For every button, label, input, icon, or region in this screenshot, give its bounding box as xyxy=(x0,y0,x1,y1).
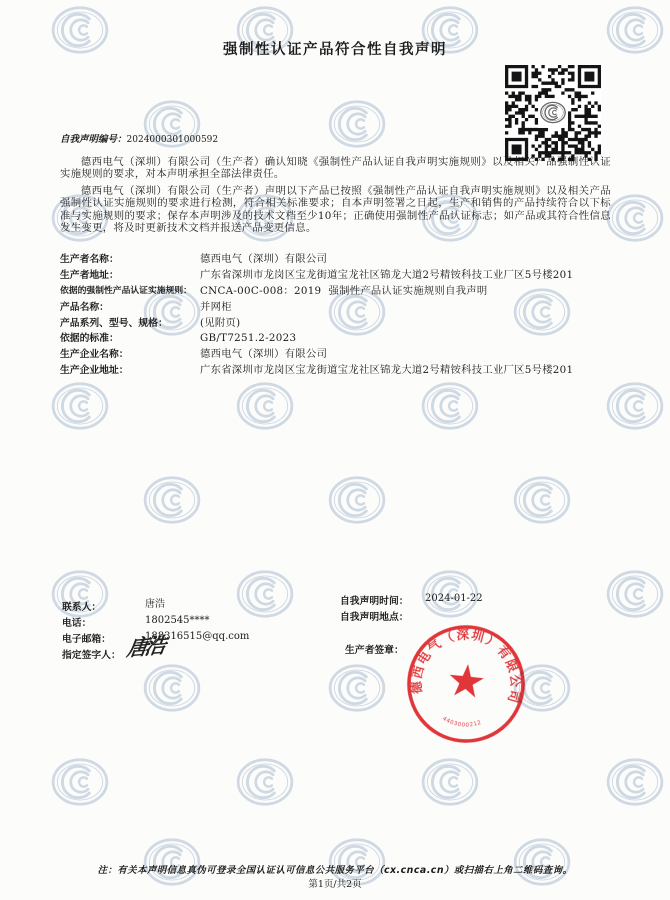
contact-person-row xyxy=(62,597,312,613)
field-value: GB/T7251.2-2023 xyxy=(200,332,297,345)
field-row-product-name xyxy=(60,300,600,316)
contact-block xyxy=(62,597,312,661)
seal-code-text-group xyxy=(441,716,483,731)
ccc-watermark-icon xyxy=(53,760,107,804)
field-label: 依据的标准： xyxy=(60,333,119,345)
field-label: 依据的强制性产品认证实施规则： xyxy=(60,285,192,296)
field-label: 生产者名称： xyxy=(60,254,119,265)
producer-seal-label: 生产者签章： xyxy=(345,645,404,656)
contact-phone-value: 1802545**** xyxy=(145,615,210,626)
field-row-manufacturer-address xyxy=(60,363,600,379)
contact-email-row xyxy=(62,629,312,645)
declaration-number-line xyxy=(60,133,218,147)
field-value: (见附页) xyxy=(200,316,241,329)
field-label: 生产企业名称： xyxy=(60,349,129,361)
handwritten-signature: 唐浩 xyxy=(125,632,166,661)
signatory-label: 指定签字人： xyxy=(62,650,121,661)
qr-code xyxy=(505,65,601,161)
ccc-watermark-icon xyxy=(608,196,662,240)
field-row-standard xyxy=(60,331,600,347)
ccc-watermark-icon xyxy=(145,666,199,710)
declaration-place-label: 自我声明地点： xyxy=(340,612,409,623)
field-row-producer-name xyxy=(60,252,600,268)
seal-star-icon xyxy=(448,662,485,698)
seal-code-text: 4403000212 xyxy=(441,715,483,729)
field-row-implementation-rule xyxy=(60,284,600,300)
seal-company-text-group xyxy=(407,621,529,706)
ccc-watermark-icon xyxy=(515,478,569,522)
ccc-watermark-icon xyxy=(238,384,292,428)
ccc-watermark-icon xyxy=(608,760,662,804)
seal-company-text: 德西电气（深圳）有限公司 xyxy=(408,626,524,706)
contact-email-value: 188316515@qq.com xyxy=(145,631,250,642)
ccc-watermark-icon xyxy=(423,760,477,804)
field-row-product-model xyxy=(60,316,600,332)
ccc-watermark-icon xyxy=(53,384,107,428)
ccc-watermark-icon xyxy=(608,572,662,616)
statement-paragraph-2: 德西电气（深圳）有限公司（生产者）声明以下产品已按照《强制性产品认证自我声明实施规则》以及相关产品强制性认证实施规则的要求进行检测，符合相关标准要求；自本声明签署之日起，生产和销售的产品持续符合以下标准与实施规则的要求；保存本声明涉及的技术文档至少10年；正确使用强制性产品认证标志；如产品或其符合性信息发生变更，将及时更新技术文档并报送产品变更信息。 xyxy=(60,184,611,235)
field-label: 产品系列、型号、规格： xyxy=(60,317,168,329)
contact-phone-label: 电话： xyxy=(62,618,92,629)
company-seal-stamp xyxy=(398,616,534,752)
declaration-number-label: 自我声明编号： xyxy=(60,134,127,145)
declaration-time-row xyxy=(340,591,540,607)
ccc-watermark-icon xyxy=(238,760,292,804)
product-info-fields xyxy=(60,252,600,380)
contact-person-label: 联系人： xyxy=(62,602,102,613)
ccc-watermark-icon xyxy=(608,384,662,428)
declaration-time-value: 2024-01-22 xyxy=(425,593,483,604)
ccc-watermark-icon xyxy=(330,478,384,522)
declaration-time-label: 自我声明时间： xyxy=(340,596,409,607)
contact-email-label: 电子邮箱： xyxy=(62,634,111,645)
page-number: 第1页/共2页 xyxy=(308,879,362,890)
contact-person-value: 唐浩 xyxy=(145,599,165,610)
field-label: 生产企业地址： xyxy=(60,365,129,377)
field-row-producer-address xyxy=(60,268,600,284)
contact-phone-row xyxy=(62,613,312,629)
declaration-statement xyxy=(60,156,611,234)
field-value: 广东省深圳市龙岗区宝龙街道宝龙社区锦龙大道2号精铵科技工业厂区5号楼201 xyxy=(200,268,574,281)
field-row-manufacturer-name xyxy=(60,347,600,363)
field-value: CNCA-00C-008：2019 强制性产品认证实施规则自我声明 xyxy=(200,284,488,297)
field-value: 并网柜 xyxy=(200,300,232,313)
field-value: 广东省深圳市龙岗区宝龙街道宝龙社区锦龙大道2号精铵科技工业厂区5号楼201 xyxy=(200,364,574,377)
ccc-watermark-icon xyxy=(330,666,384,710)
field-label: 生产者地址： xyxy=(60,269,119,281)
ccc-watermark-icon xyxy=(145,478,199,522)
field-value: 德西电气（深圳）有限公司 xyxy=(200,253,328,265)
ccc-watermark-icon xyxy=(330,102,384,146)
field-value: 德西电气（深圳）有限公司 xyxy=(200,348,328,361)
footer-note: 注：有关本声明信息真伪可登录全国认证认可信息公共服务平台（cx.cnca.cn）或扫描右上角二维码查询。 xyxy=(97,865,573,876)
statement-paragraph-1: 德西电气（深圳）有限公司（生产者）确认知晓《强制性产品认证自我声明实施规则》以及相关产品强制性认证实施规则的要求，对本声明承担全部法律责任。 xyxy=(60,156,611,181)
ccc-watermark-icon xyxy=(423,384,477,428)
field-label: 产品名称： xyxy=(60,301,109,313)
signatory-row xyxy=(62,645,312,661)
document-title: 强制性认证产品符合性自我声明 xyxy=(223,42,447,58)
declaration-number: 2024000301000592 xyxy=(126,135,219,145)
